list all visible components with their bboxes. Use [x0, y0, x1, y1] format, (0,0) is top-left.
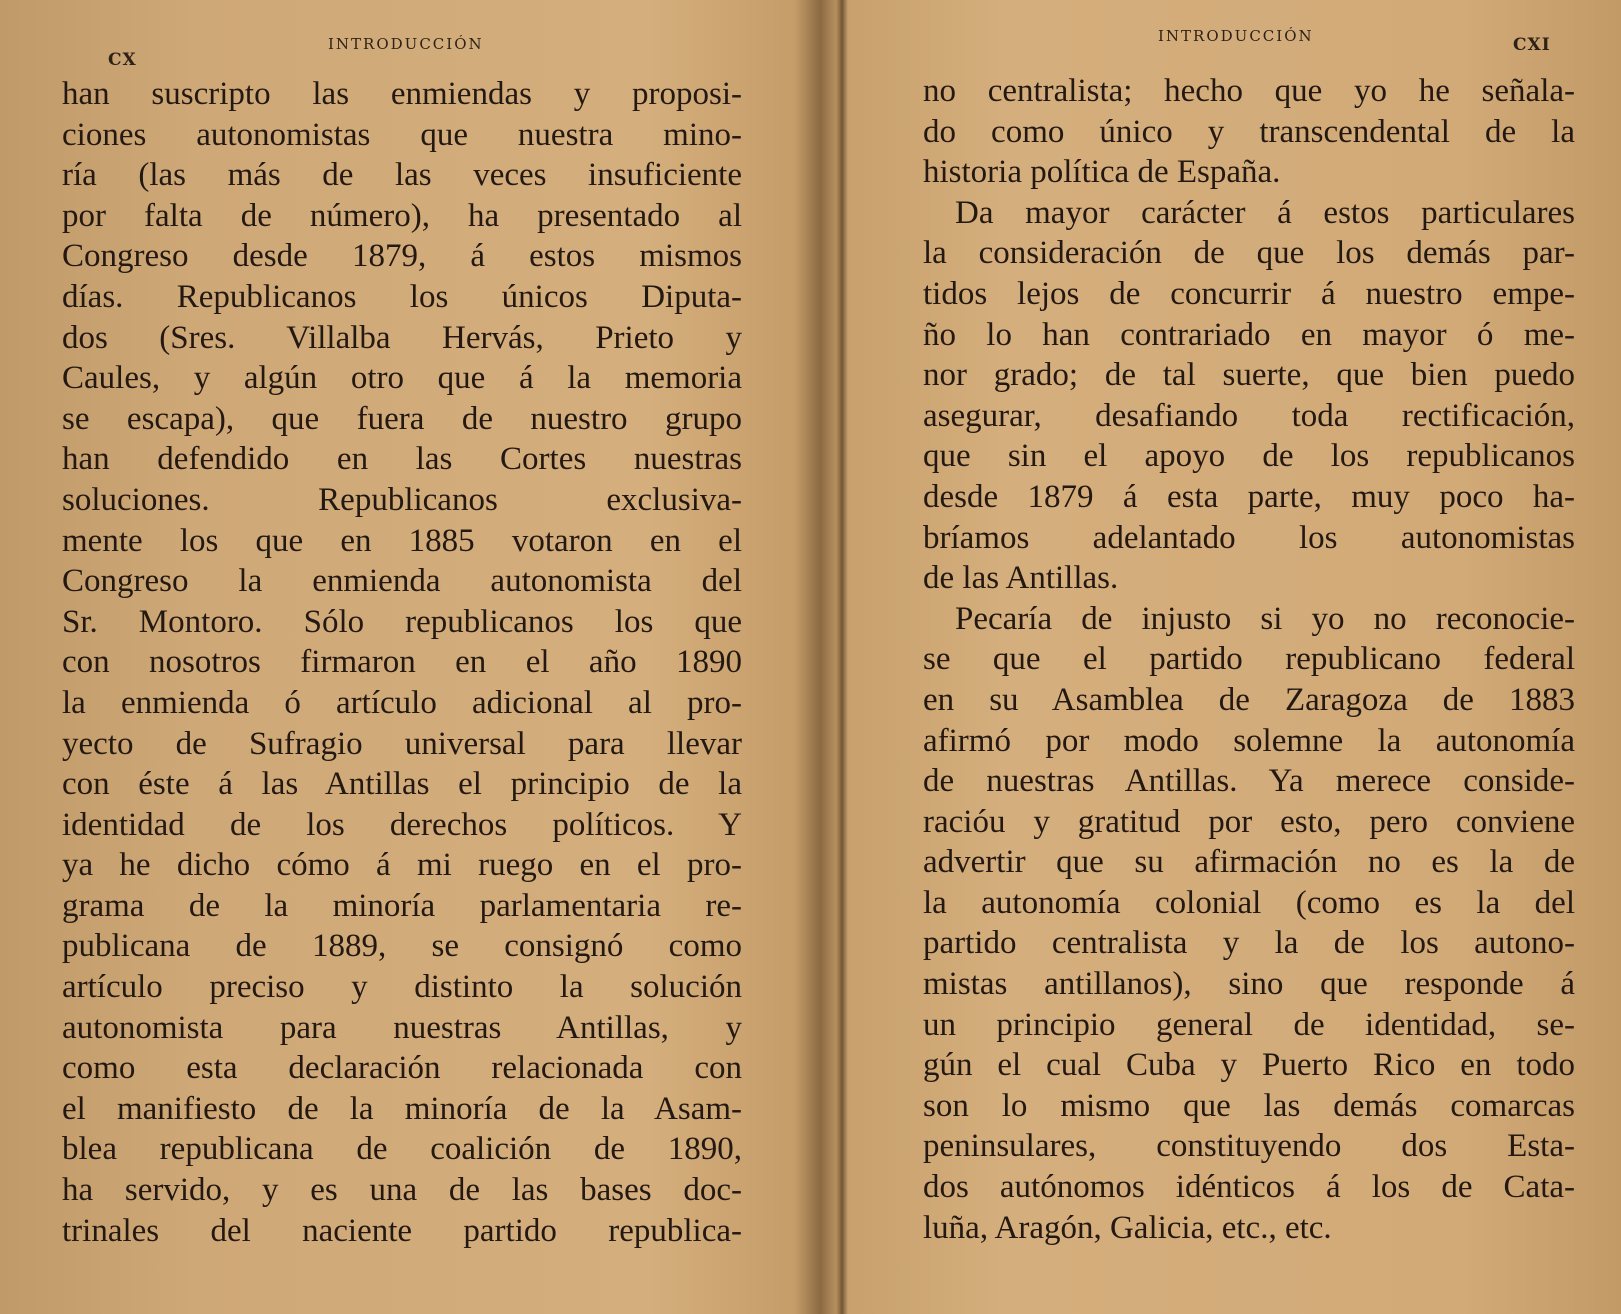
text-line: gún el cual Cuba y Puerto Rico en todo	[923, 1047, 1575, 1084]
text-line: el manifiesto de la minoría de la Asam-	[62, 1090, 742, 1127]
text-line: partido centralista y la de los autono-	[923, 925, 1575, 962]
text-line: artículo preciso y distinto la solución	[62, 969, 742, 1006]
text-line: la autonomía colonial (como es la del	[923, 884, 1575, 921]
text-line: con nosotros firmaron en el año 1890	[62, 644, 742, 681]
right-page	[848, 0, 1621, 1314]
text-line: con éste á las Antillas el principio de la	[62, 766, 742, 803]
text-line: no centralista; hecho que yo he señala-	[923, 73, 1575, 109]
text-line: racióu y gratitud por esto, pero conviene	[923, 803, 1575, 840]
text-line: trinales del naciente partido republica-	[62, 1212, 742, 1249]
text-line: son lo mismo que las demás comarcas	[923, 1087, 1575, 1124]
text-line: se escapa), que fuera de nuestro grupo	[62, 400, 742, 437]
text-line: luña, Aragón, Galicia, etc., etc.	[923, 1209, 1332, 1246]
text-line: tidos lejos de concurrir á nuestro empe-	[923, 275, 1575, 312]
left-page-number: CX	[108, 50, 137, 70]
text-line: bríamos adelantado los autonomistas	[923, 519, 1575, 556]
text-line: de las Antillas.	[923, 560, 1119, 597]
text-line: mente los que en 1885 votaron en el	[62, 522, 742, 559]
text-line: blea republicana de coalición de 1890,	[62, 1131, 742, 1168]
text-line: Congreso la enmienda autonomista del	[62, 563, 742, 600]
text-line: yecto de Sufragio universal para llevar	[62, 725, 742, 762]
text-line: la enmienda ó artículo adicional al pro-	[62, 684, 742, 721]
text-line: mistas antillanos), sino que responde á	[923, 966, 1575, 1003]
text-line: autonomista para nuestras Antillas, y	[62, 1009, 742, 1046]
text-line: días. Republicanos los únicos Diputa-	[62, 278, 742, 315]
text-line: la consideración de que los demás par-	[923, 235, 1575, 272]
text-line: soluciones. Republicanos exclusiva-	[62, 481, 742, 518]
text-line: ciones autonomistas que nuestra mino-	[62, 116, 742, 153]
text-line: han defendido en las Cortes nuestras	[62, 441, 742, 478]
text-line: dos autónomos idénticos á los de Cata-	[923, 1169, 1575, 1206]
text-line: grama de la minoría parlamentaria re-	[62, 887, 742, 924]
text-line: Caules, y algún otro que á la memoria	[62, 360, 742, 397]
text-line: nor grado; de tal suerte, que bien puedo	[923, 357, 1575, 394]
text-line: advertir que su afirmación no es la de	[923, 844, 1575, 881]
text-line: peninsulares, constituyendo dos Esta-	[923, 1128, 1575, 1165]
left-page-text	[62, 74, 742, 1251]
text-line: asegurar, desafiando toda rectificación,	[923, 397, 1575, 434]
right-page-number: CXI	[1513, 35, 1551, 55]
text-line: identidad de los derechos políticos. Y	[62, 806, 742, 843]
text-line: se que el partido republicano federal	[923, 641, 1575, 678]
book-spine	[836, 0, 848, 1314]
text-line: publicana de 1889, se consignó como	[62, 928, 742, 965]
text-line: do como único y transcendental de la	[923, 113, 1575, 150]
text-line: Congreso desde 1879, á estos mismos	[62, 238, 742, 275]
text-line: un principio general de identidad, se-	[923, 1006, 1575, 1043]
text-line: desde 1879 á esta parte, muy poco ha-	[923, 478, 1575, 515]
text-line: historia política de España.	[923, 154, 1281, 191]
text-line: Pecaría de injusto si yo no reconocie-	[955, 600, 1575, 637]
text-line: ha servido, y es una de las bases doc-	[62, 1172, 742, 1209]
text-line: afirmó por modo solemne la autonomía	[923, 722, 1575, 759]
text-line: en su Asamblea de Zaragoza de 1883	[923, 681, 1575, 718]
text-line: que sin el apoyo de los republicanos	[923, 438, 1575, 475]
text-line: Sr. Montoro. Sólo republicanos los que	[62, 603, 742, 640]
text-line: por falta de número), ha presentado al	[62, 197, 742, 234]
text-line: como esta declaración relacionada con	[62, 1050, 742, 1087]
text-line: ya he dicho cómo á mi ruego en el pro-	[62, 847, 742, 884]
left-running-head: INTRODUCCIÓN	[328, 35, 484, 53]
text-line: de nuestras Antillas. Ya merece conside-	[923, 763, 1575, 800]
right-running-head: INTRODUCCIÓN	[1158, 27, 1314, 45]
text-line: ría (las más de las veces insuficiente	[62, 157, 742, 194]
text-line: han suscripto las enmiendas y proposi-	[62, 76, 742, 112]
text-line: dos (Sres. Villalba Hervás, Prieto y	[62, 319, 742, 356]
right-page-text	[923, 71, 1575, 1248]
text-line: ño lo han contrariado en mayor ó me-	[923, 316, 1575, 353]
text-line: Da mayor carácter á estos particulares	[955, 194, 1575, 231]
